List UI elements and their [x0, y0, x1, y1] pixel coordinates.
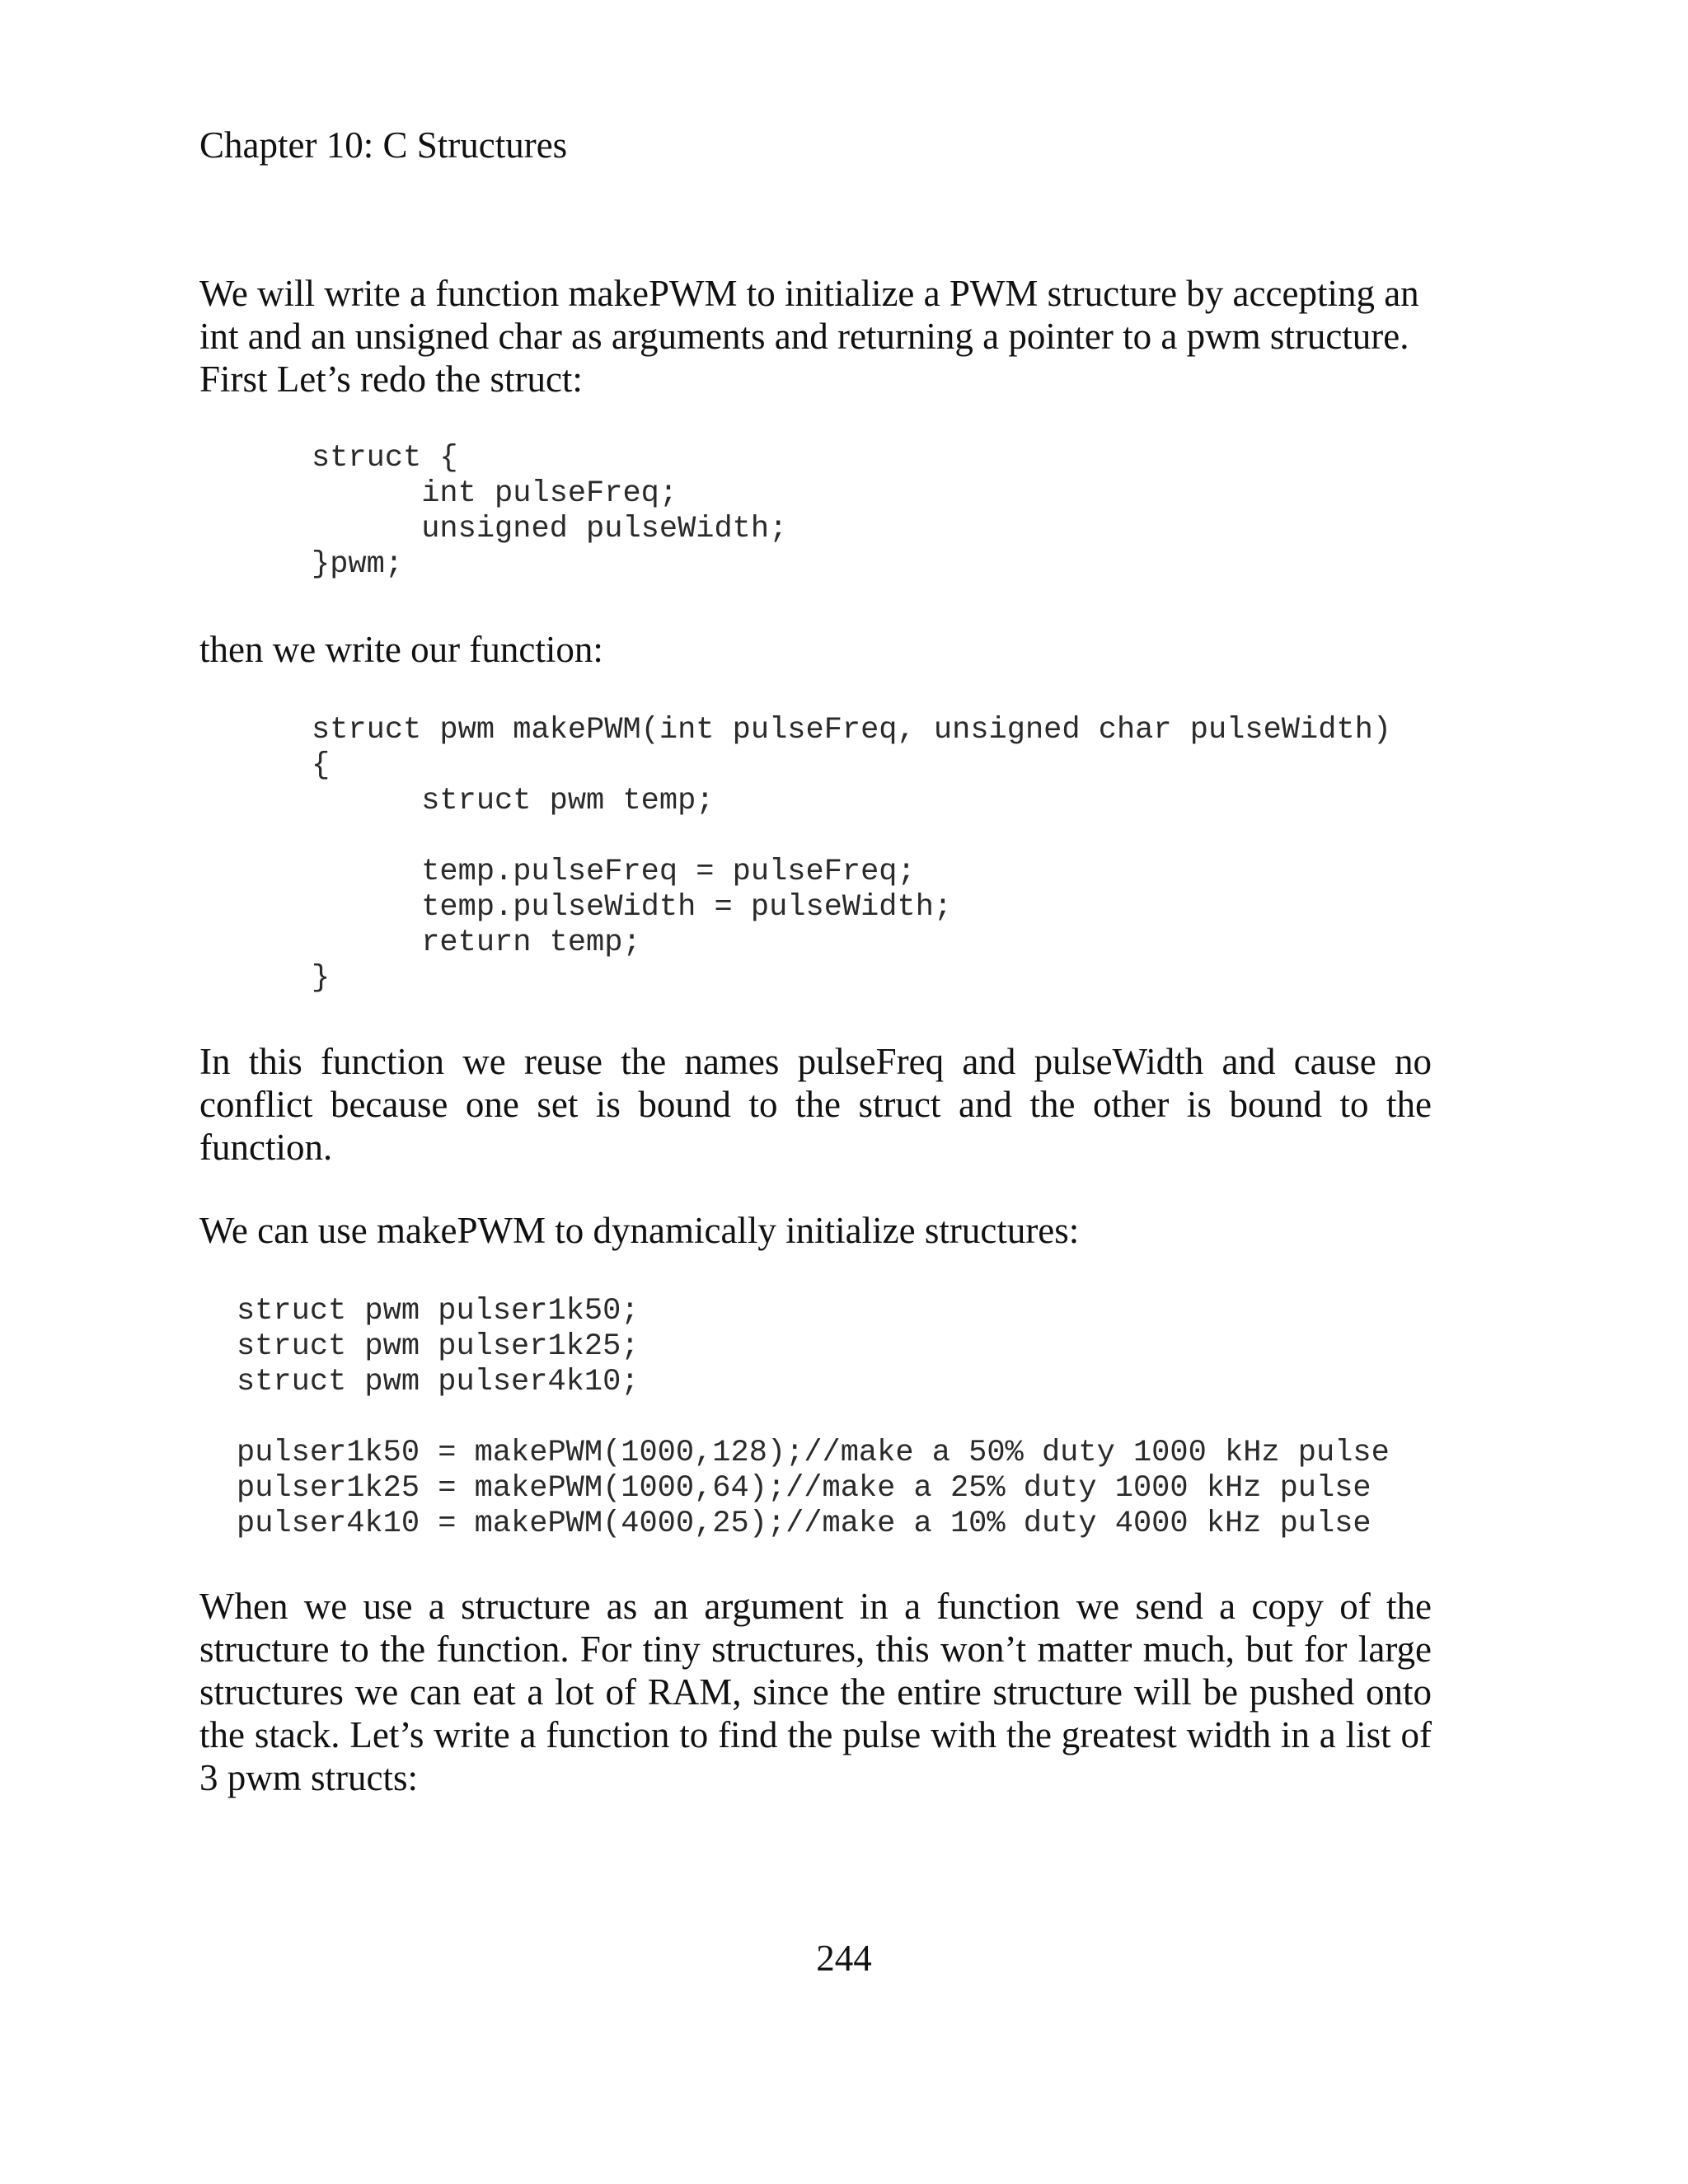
paragraph-line: We will write a function makePWM to initialize a PWM structure by accepting an — [199, 273, 1419, 314]
paragraph-line: int and an unsigned char as arguments and returning a pointer to a pwm structure. — [199, 316, 1409, 357]
code-block-struct-definition: struct { int pulseFreq; unsigned pulseWidth; }pwm; — [312, 441, 788, 582]
paragraph-reuse — [199, 1040, 1432, 1169]
paragraph-line: structure to the function. For tiny structures, this won’t matter much, but for large — [199, 1629, 1432, 1670]
paragraph-line: In this function we reuse the names pulseFreq and pulseWidth and cause no — [199, 1041, 1432, 1082]
running-head: Chapter 10: C Structures — [199, 124, 568, 166]
paragraph-line: When we use a structure as an argument in a function we send a copy of the — [199, 1586, 1432, 1627]
code-block-makepwm-function: struct pwm makePWM(int pulseFreq, unsigned char pulseWidth) { struct pwm temp; temp.pulseFreq = pulseFreq; temp.pulseWidth = pulseWidth; return temp; } — [312, 713, 1392, 996]
page-number: 244 — [816, 1938, 872, 1979]
paragraph-copy — [199, 1585, 1432, 1799]
paragraph-line: structures we can eat a lot of RAM, since the entire structure will be pushed onto — [199, 1671, 1432, 1713]
paragraph-line: conflict because one set is bound to the struct and the other is bound to the — [199, 1084, 1432, 1125]
paragraph-dynamic: We can use makePWM to dynamically initialize structures: — [199, 1210, 1080, 1251]
paragraph-line: 3 pwm structs: — [199, 1757, 418, 1798]
paragraph-then: then we write our function: — [199, 629, 603, 670]
paragraph-intro — [199, 272, 1432, 401]
code-block-usage: struct pwm pulser1k50; struct pwm pulser1k25; struct pwm pulser4k10; pulser1k50 = makePWM(1000,128);//make a 50% duty 1000 kHz pulse pulser1k25 = makePWM(1000,64);//make a 25% duty 1000 kHz pulse pulser4k10 = makePWM(4000,25);//make a 10% duty 4000 kHz pulse — [237, 1294, 1390, 1541]
paragraph-line: the stack. Let’s write a function to find the pulse with the greatest width in a list of — [199, 1714, 1432, 1755]
paragraph-line: First Let’s redo the struct: — [199, 359, 583, 400]
paragraph-line: function. — [199, 1127, 333, 1168]
